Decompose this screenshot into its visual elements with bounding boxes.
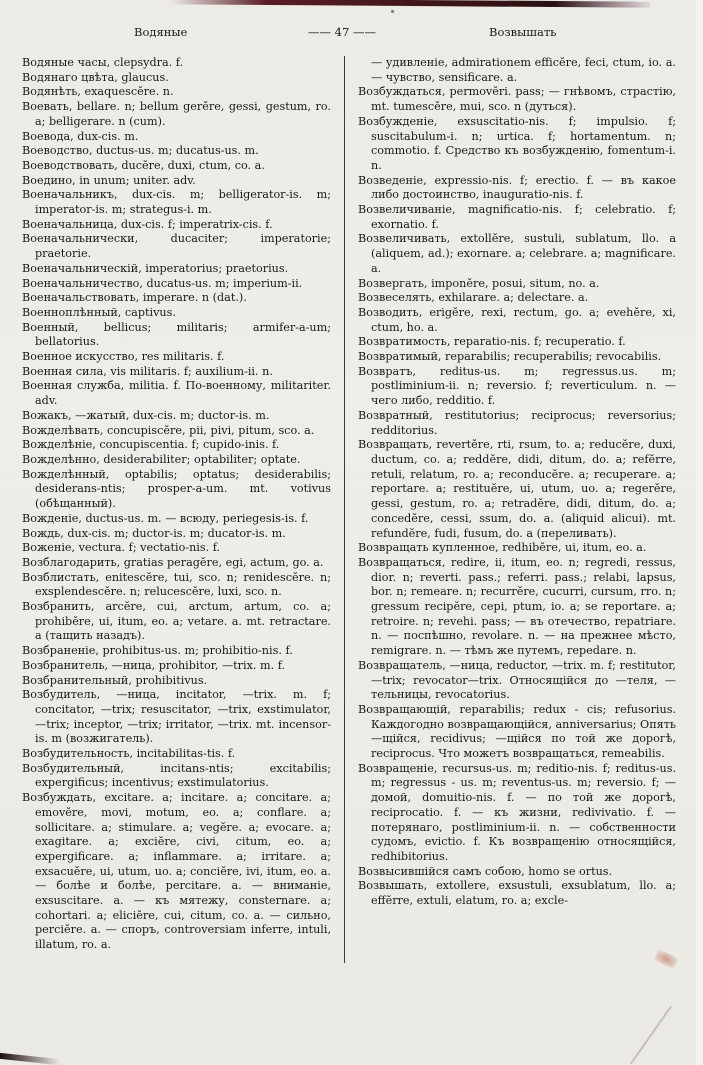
dictionary-entry: Возбудитель, —ница, incitator, —trix. m. f; concitator, —trix; resuscitator, —trix, exstimulator, —trix; inceptor, —trix; irritator, —trix. mt. incensor-is. m (возжигатель).: [22, 688, 331, 746]
page-crease: [630, 1006, 672, 1064]
column-divider: [344, 56, 345, 963]
scan-margin: [696, 0, 703, 1065]
dictionary-entry: Возвращать, revertĕre, rti, rsum, to. a; reducĕre, duxi, ductum, co. a; reddĕre, didi, ditum, do. a; refĕrre, retuli, relatum, ro. a; reconducĕre. a; recuperare. a; reportare. a; restituĕre, ui, utum, uo. a; regerĕre, gessi, gestum, ro. a; retradĕre, didi, ditum, do. a; concedĕre, cessi, ssum, do. a. (aliquid alicui). mt. refundĕre, fudi, fusum, do. a (переливать).: [358, 438, 676, 540]
dictionary-entry: Возвеличивать, extollĕre, sustuli, sublatum, llo. a (aliquem, ad.); exornare. a; celebrare. a; magnificare. a.: [358, 232, 676, 275]
page-top-edge-shadow: [170, 0, 650, 8]
right-column: [358, 56, 676, 909]
dictionary-entry: Воедино, in unum; uniter. adv.: [22, 173, 196, 187]
page-number: —— 47 ——: [308, 25, 376, 39]
dictionary-entry: Военачальнически, ducaciter; imperatorie; praetorie.: [22, 232, 331, 261]
dictionary-entry: Вождь, dux-cis. m; ductor-is. m; ducator-is. m.: [22, 526, 286, 540]
dictionary-entry: Вожденіе, ductus-us. m. — всюду, periegesis-is. f.: [22, 511, 309, 525]
dictionary-entry: Воевода, dux-cis. m.: [22, 129, 139, 143]
dictionary-entry: Возблистать, enitescĕre, tui, sco. n; renidescĕre. n; exsplendescĕre. n; relucescĕre, luxi, sco. n.: [22, 570, 331, 599]
header-left-guide-word: Водяные: [134, 25, 188, 39]
dictionary-entry: Вожделѣвать, concupiscĕre, pii, pivi, pitum, sco. a.: [22, 423, 315, 437]
dictionary-entry: Военачальствовать, imperare. n (dat.).: [22, 291, 247, 305]
dictionary-entry: Военное искусство, res militaris. f.: [22, 350, 225, 364]
dictionary-entry: Возбранить, arcĕre, cui, arctum, artum, co. a; prohibĕre, ui, itum, eo. a; vetare. a. mt. retractare. a (тащить назадъ).: [22, 600, 331, 643]
dictionary-entry: Военачальница, dux-cis. f; imperatrix-cis. f.: [22, 217, 273, 231]
dictionary-entry: Возвращающій, reparabilis; redux - cis; refusorius. Каждогодно возвращающійся, anniversarius; Опять —щійся, recidivus; —щійся по той же дорогѣ, reciprocus. Что можетъ возвращаться, remeabilis.: [358, 702, 676, 761]
dictionary-entry: Возвеселять, exhilarare. a; delectare. a.: [358, 291, 589, 305]
paper-stain: [653, 949, 678, 969]
dictionary-entry: Воеводствовать, ducĕre, duxi, ctum, co. a.: [22, 158, 265, 172]
dictionary-entry: Возбранительный, prohibitivus.: [22, 673, 208, 687]
dictionary-entry: Вожделѣнно, desiderabiliter; optabiliter; optate.: [22, 452, 301, 466]
dictionary-entry: Вожделѣнный, optabilis; optatus; desiderabilis; desiderans-ntis; prosper-a-um. mt. votivus (обѣщанный).: [22, 467, 331, 511]
left-column: [22, 56, 331, 953]
dictionary-entry: Вожакъ, —жатый, dux-cis. m; ductor-is. m.: [22, 408, 270, 422]
dictionary-entry: Возвращеніе, recursus-us. m; reditio-nis. f; reditus-us. m; regressus - us. m; reventus-us. m; reversio. f; — домой, domuitio-nis. f. — по той же дорогѣ, reciprocatio. f. — къ жизни, redivivatio. f. — потерянаго, postliminium-ii. n. — собственности судомъ, evictio. f. Къ возвращенію относящійся, redhibitorius.: [358, 761, 676, 863]
running-header: [0, 25, 703, 45]
dictionary-entry: Водянѣть, exaquescĕre. n.: [22, 85, 174, 99]
dictionary-entry: Вожделѣніе, concupiscentia. f; cupido-inis. f.: [22, 438, 280, 452]
dictionary-entry: Военный, bellicus; militaris; armifer-a-um; bellatorius.: [22, 320, 331, 349]
dictionary-entry: Возбуждать, excitare. a; incitare. a; concitare. a; emovĕre, movi, motum, eo. a; conflare. a; sollicitare. a; stimulare. a; vegĕre. a; evocare. a; exagitare. a; exciĕre, civi, citum, eo. a; expergificare. a; inflammare. a; irritare. a; exsacuĕre, ui, utum, uo. a; conciĕre, ivi, itum, eo. a. — болѣе и болѣе, percitare. a. — вниманіе, exsuscitare. a. — къ мятежу, consternare. a; cohortari. a; eliciĕre, cui, citum, co. a. — сильно, perciĕre. a. — споръ, controversiam inferre, intuli, illatum, ro. a.: [22, 791, 331, 952]
dictionary-entry: Возвращать купленное, redhibĕre, ui, itum, eo. a.: [358, 541, 647, 555]
dictionary-entry: Возводить, erigĕre, rexi, rectum, go. a; evehĕre, xi, ctum, ho. a.: [358, 305, 676, 334]
dictionary-entry: Возбудительность, incitabilitas-tis. f.: [22, 747, 236, 761]
continued-entry: — удивленіе, admirationem efficĕre, feci, ctum, io. a. — чувство, sensificare. a.: [371, 56, 676, 84]
dictionary-entry: Возведеніе, expressio-nis. f; erectio. f. — въ какое либо достоинство, inauguratio-nis. f.: [358, 173, 676, 202]
dictionary-entry: Военная сила, vis militaris. f; auxilium-ii. n.: [22, 364, 273, 378]
dictionary-entry: Военачальническій, imperatorius; praetorius.: [22, 261, 289, 275]
dictionary-entry: Возвышать, extollere, exsustuli, exsublatum, llo. a; effĕrre, extuli, elatum, ro. a; excle-: [358, 879, 676, 908]
dictionary-entry: Военачальникъ, dux-cis. m; belligerator-is. m; imperator-is. m; strategus-i. m.: [22, 188, 331, 217]
dictionary-entry: Военноплѣнный, captivus.: [22, 305, 176, 319]
dictionary-entry: Водяные часы, clepsydra. f.: [22, 56, 184, 69]
dictionary-entry: Возбуждаться, permovĕri. pass; — гнѣвомъ, страстію, mt. tumescĕre, mui, sco. n (дуться).: [358, 85, 676, 114]
dictionary-entry: Возблагодарить, gratias peragĕre, egi, actum, go. a.: [22, 555, 324, 569]
dictionary-entry: Возвергать, imponĕre, posui, situm, no. a.: [358, 276, 600, 290]
header-right-guide-word: Возвышать: [489, 25, 557, 39]
dictionary-entry: Возвратный, restitutorius; reciprocus; reversorius; redditorius.: [358, 408, 676, 437]
dictionary-entry: Возвратимый, reparabilis; recuperabilis; revocabilis.: [358, 350, 662, 364]
dictionary-entry: Возвеличиваніе, magnificatio-nis. f; celebratio. f; exornatio. f.: [358, 203, 676, 231]
page-bottom-edge-shadow: [0, 1053, 60, 1065]
dictionary-entry: Возбудительный, incitans-ntis; excitabilis; expergificus; incentivus; exstimulatorius.: [22, 761, 331, 790]
dictionary-entry: Водянаго цвѣта, glaucus.: [22, 70, 169, 84]
dictionary-entry: Возвратъ, reditus-us. m; regressus.us. m; postliminium-ii. n; reversio. f; reverticulum. n. — чего либо, redditio. f.: [358, 364, 676, 408]
dictionary-entry: Возбраненіе, prohibitus-us. m; prohibitio-nis. f.: [22, 644, 293, 658]
dictionary-entry: Возбранитель, —ница, prohibitor, —trix. m. f.: [22, 658, 286, 672]
dictionary-entry: Воеводство, ductus-us. m; ducatus-us. m.: [22, 144, 259, 158]
dictionary-entry: Возбужденіе, exsuscitatio-nis. f; impulsio. f; suscitabulum-i. n; urtica. f; hortamentum. n; commotio. f. Средство къ возбужденію, fomentum-i. n.: [358, 114, 676, 172]
dictionary-entry: Возвращатель, —ница, reductor, —trix. m. f; restitutor, —trix; revocator—trix. Относящійся до —теля, —тельницы, revocatorius.: [358, 658, 676, 702]
dictionary-entry: Военная служба, militia. f. По-военному, militariter. adv.: [22, 379, 331, 408]
print-speck: [391, 10, 394, 13]
dictionary-entry: Военачальничество, ducatus-us. m; imperium-ii.: [22, 276, 303, 290]
dictionary-entry: Возвращаться, redire, ii, itum, eo. n; regredi, ressus, dior. n; reverti. pass.; referri. pass.; relabi, lapsus, bor. n; remeare. n; recurrĕre, cucurri, cursum, rro. n; gressum recipĕre, cepi, ptum, io. a; se reportare. a; retroire. n; revehi. pass; — въ отечество, repatriare. n. — поспѣшно, revolare. n. — на прежнее мѣсто, remigrare. n. — тѣмъ же путемъ, repedare. n.: [358, 555, 676, 658]
dictionary-entry: Возвратимость, reparatio-nis. f; recuperatio. f.: [358, 335, 626, 349]
dictionary-entry: Возвысившійся самъ собою, homo se ortus.: [358, 864, 613, 878]
dictionary-entry: Воевать, bellare. n; bellum gerĕre, gessi, gestum, ro. a; belligerare. n (cum).: [22, 100, 331, 128]
dictionary-entry: Воженіе, vectura. f; vectatio-nis. f.: [22, 541, 221, 555]
